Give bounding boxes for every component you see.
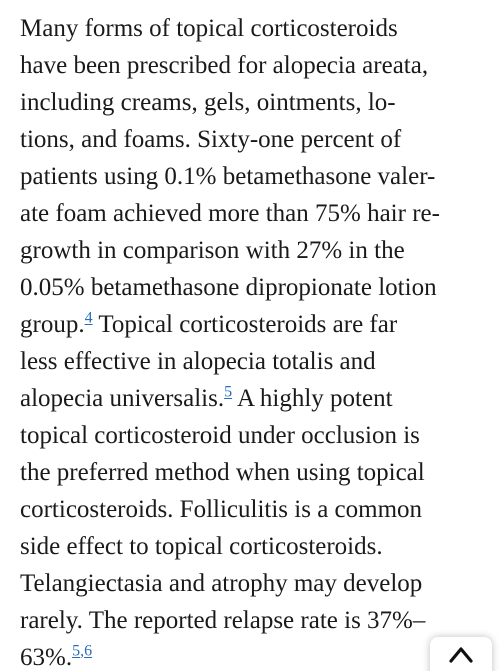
scroll-to-top-button[interactable] (430, 637, 492, 671)
text-line (20, 380, 490, 417)
text-segment: alopecia universalis. (20, 385, 225, 412)
article-paragraph (20, 10, 490, 671)
reference-link-5[interactable]: 5 (224, 383, 233, 401)
text-segment: 63%. (20, 644, 73, 671)
text-line: tions, and foams. Sixty-one percent of (20, 126, 402, 153)
reference-link-5[interactable]: 5 (72, 642, 81, 660)
text-line: rarely. The reported relapse rate is 37%– (20, 607, 426, 634)
text-line: corticosteroids. Folliculitis is a common (20, 496, 423, 523)
text-line: including creams, gels, ointments, lo- (20, 89, 396, 116)
reference-separator: , (80, 642, 85, 660)
text-line: topical corticosteroid under occlusion is (20, 422, 420, 449)
text-segment: Topical corticosteroids are far (92, 311, 398, 338)
text-segment: A highly potent (232, 385, 393, 412)
text-line: the preferred method when using topical (20, 459, 425, 486)
text-line: side effect to topical corticosteroids. (20, 533, 383, 560)
text-line: ate foam achieved more than 75% hair re- (20, 200, 440, 227)
text-line: have been prescribed for alopecia areata, (20, 52, 429, 79)
text-segment: group. (20, 311, 85, 338)
text-line: less effective in alopecia totalis and (20, 348, 376, 375)
chevron-up-icon (448, 643, 474, 665)
text-line (20, 639, 490, 671)
text-line: patients using 0.1% betamethasone valer- (20, 163, 436, 190)
text-line: Telangiectasia and atrophy may develop (20, 570, 423, 597)
reference-link-6[interactable]: 6 (84, 642, 93, 660)
reference-link-4[interactable]: 4 (84, 309, 93, 327)
text-line: growth in comparison with 27% in the (20, 237, 405, 264)
text-line: 0.05% betamethasone dipropionate lotion (20, 274, 437, 301)
text-line: Many forms of topical corticosteroids (20, 15, 398, 42)
text-line (20, 306, 490, 343)
